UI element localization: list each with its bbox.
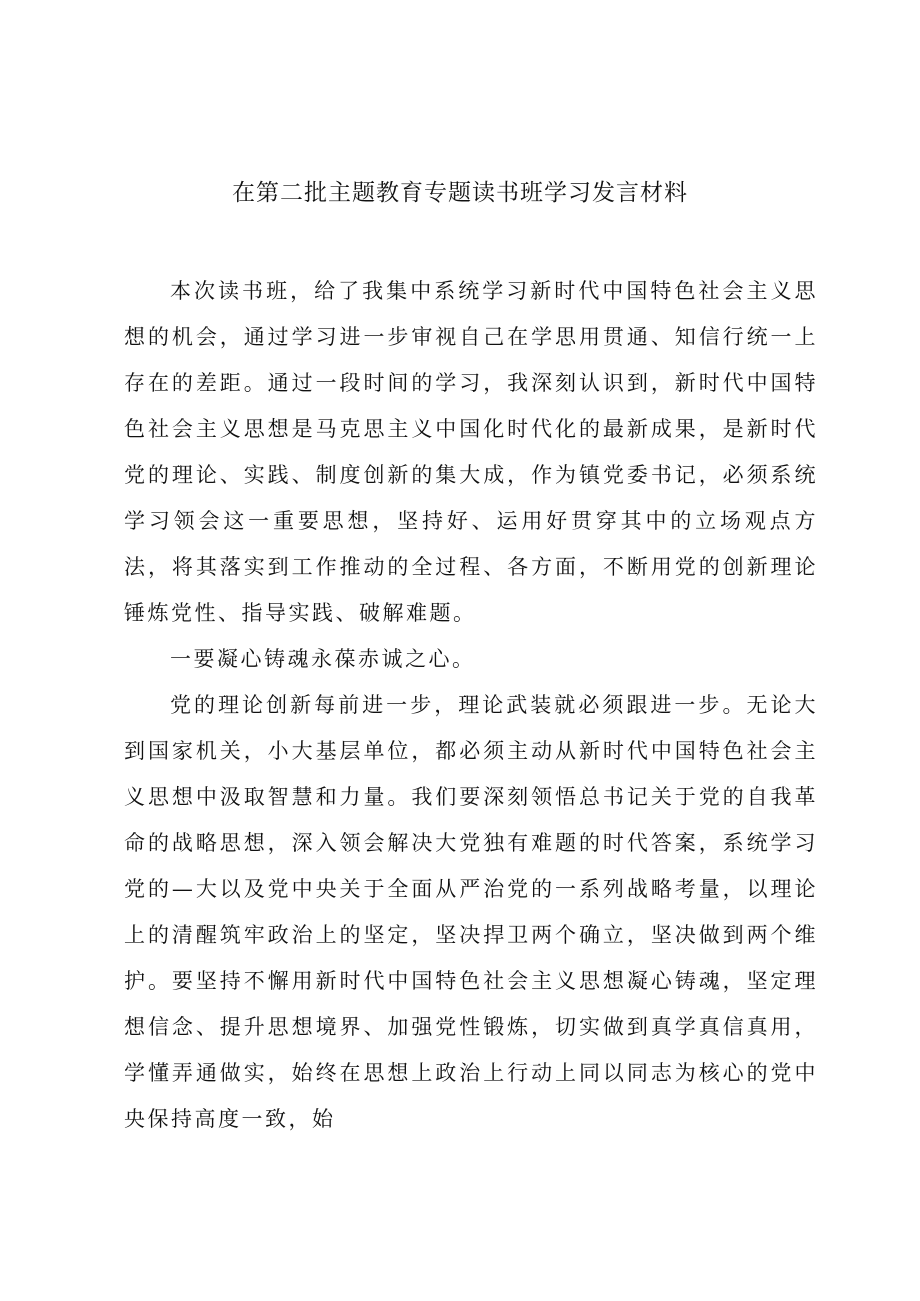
paragraph-theory: 党的理论创新每前进一步，理论武装就必须跟进一步。无论大到国家机关，小大基层单位，都必须主动从新时代中国特色社会主义思想中汲取智慧和力量。我们要深刻领悟总书记关于党的自我革命的战略思想，深入领会解决大党独有难题的时代答案，系统学习党的—大以及党中央关于全面从严治党的一系列战略考量，以理论上的清醒筑牢政治上的坚定，坚决捍卫两个确立，坚决做到两个维护。要坚持不懈用新时代中国特色社会主义思想凝心铸魂，坚定理想信念、提升思想境界、加强党性锻炼，切实做到真学真信真用，学懂弄通做实，始终在思想上政治上行动上同以同志为核心的党中央保持高度一致，始 bbox=[124, 693, 818, 1131]
document-body bbox=[124, 268, 818, 1142]
paragraph-heading-one: 一要凝心铸魂永葆赤诚之心。 bbox=[170, 647, 476, 671]
document-title: 在第二批主题教育专题读书班学习发言材料 bbox=[232, 180, 688, 206]
paragraph-intro: 本次读书班，给了我集中系统学习新时代中国特色社会主义思想的机会，通过学习进一步审视自己在学思用贯通、知信行统一上存在的差距。通过一段时间的学习，我深刻认识到，新时代中国特色社会主义思想是马克思主义中国化时代化的最新成果，是新时代党的理论、实践、制度创新的集大成，作为镇党委书记，必须系统学习领会这一重要思想，坚持好、运用好贯穿其中的立场观点方法，将其落实到工作推动的全过程、各方面，不断用党的创新理论锤炼党性、指导实践、破解难题。 bbox=[124, 279, 818, 625]
